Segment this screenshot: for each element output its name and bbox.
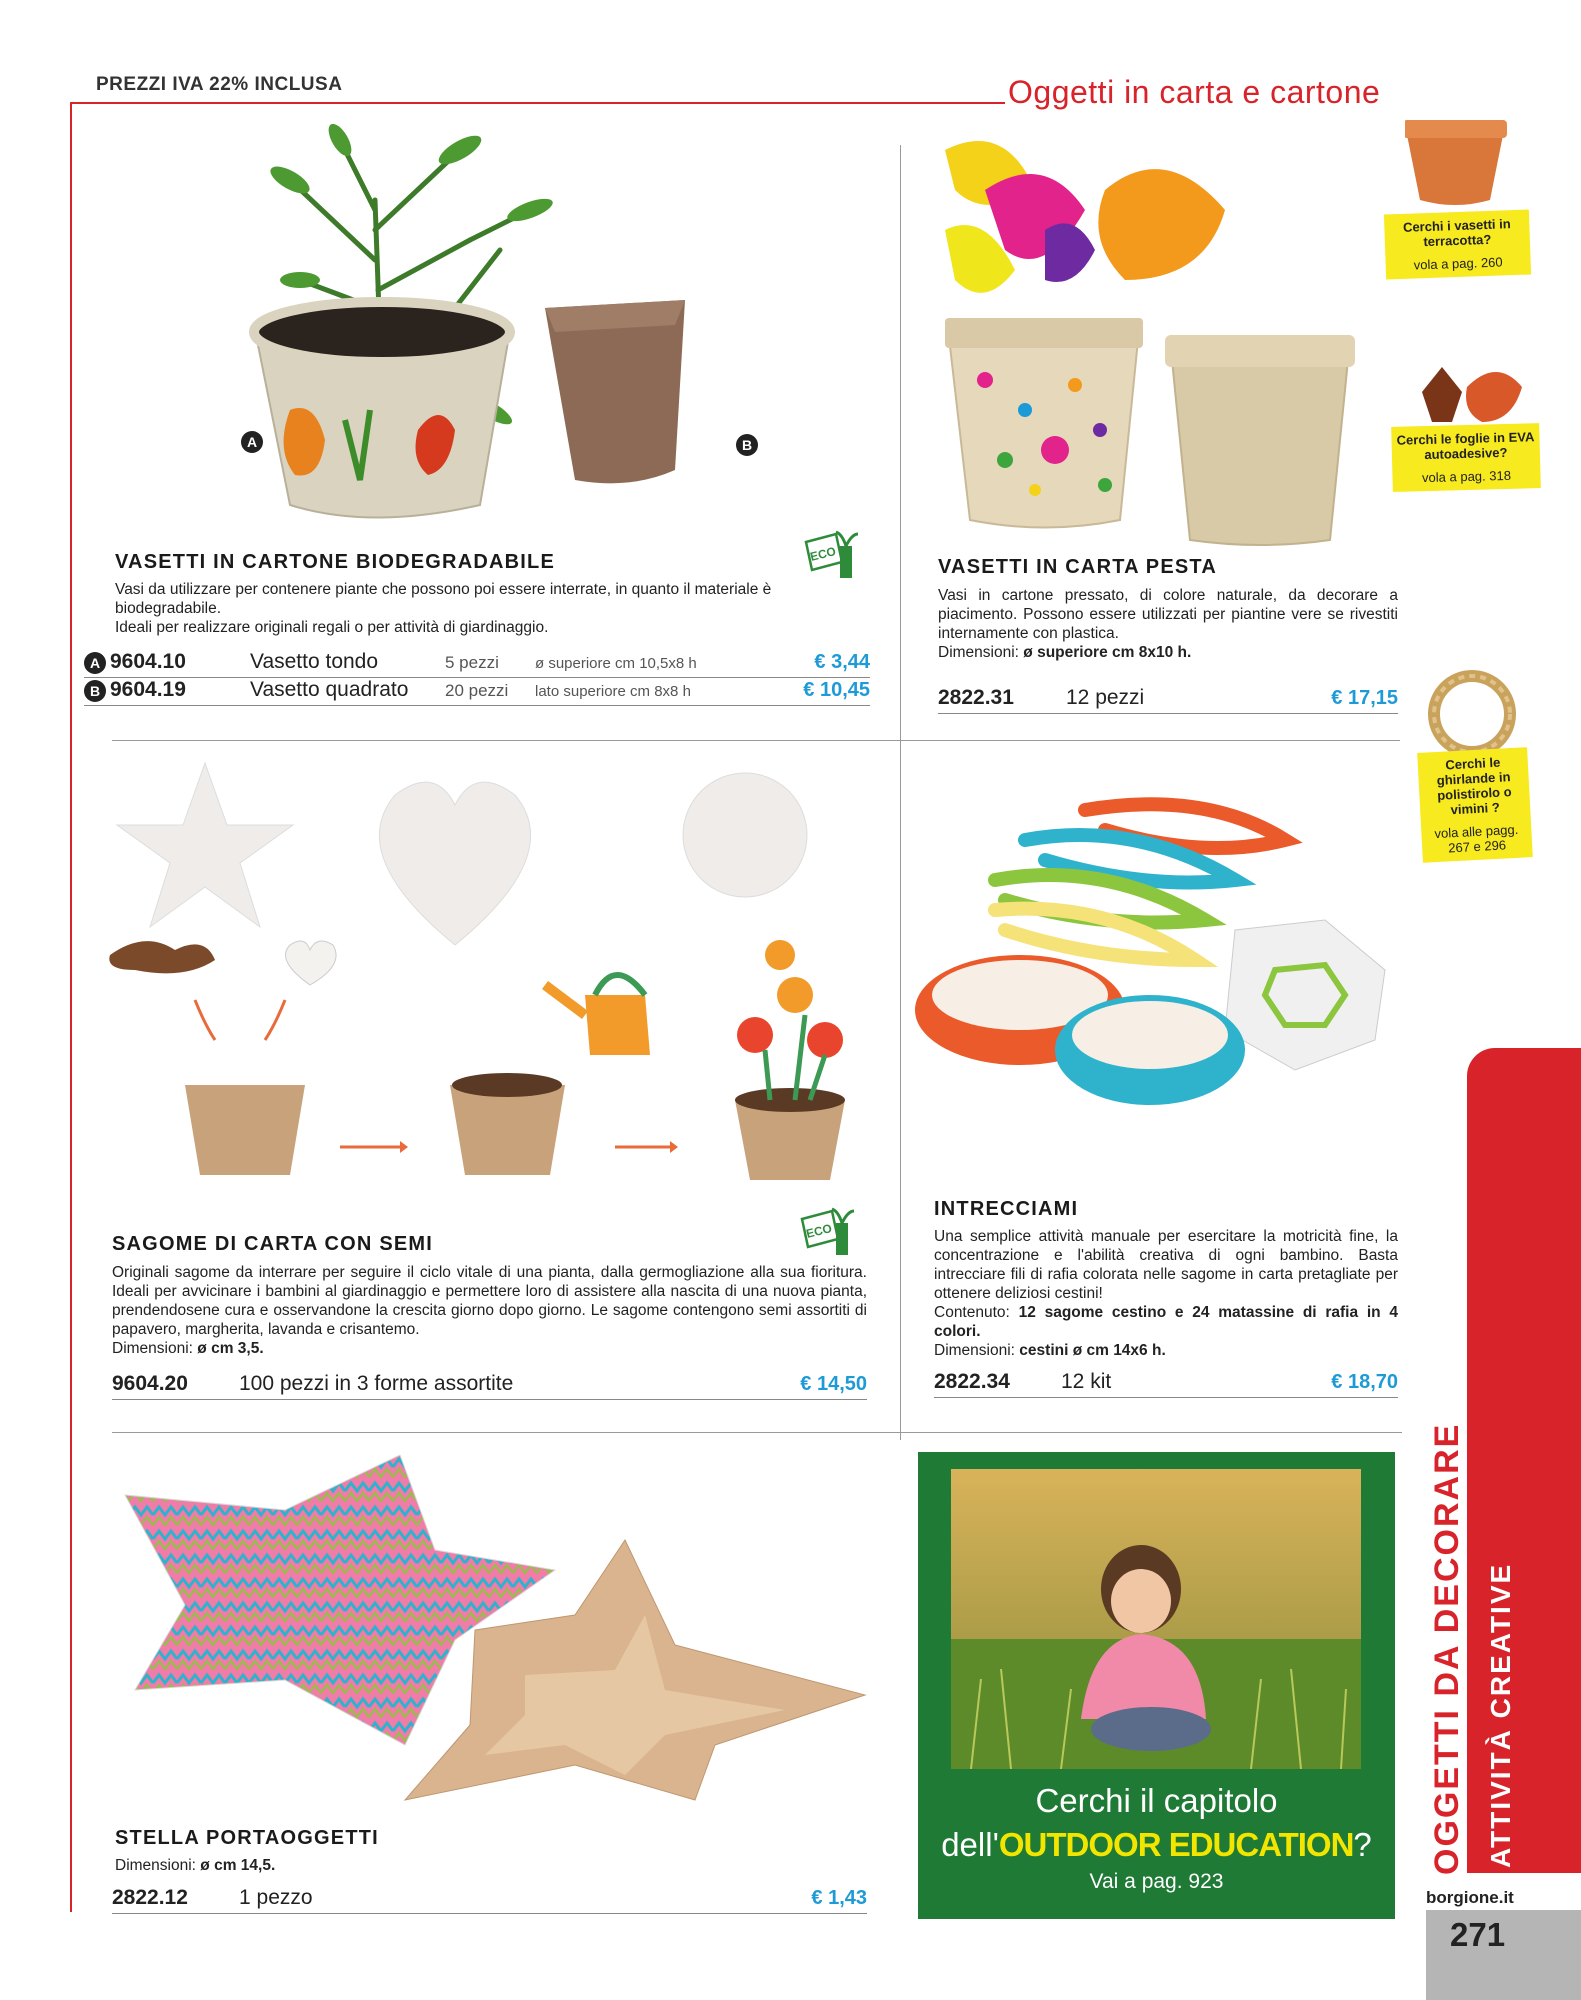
table-row [84, 678, 870, 706]
product-code: 9604.20 [112, 1372, 188, 1395]
row-divider [112, 740, 900, 741]
product-title: SAGOME DI CARTA CON SEMI [112, 1233, 434, 1255]
product-description: Dimensioni: ø cm 14,5. [115, 1857, 276, 1874]
price: € 18,70 [1331, 1371, 1398, 1393]
product-description: Vasi in cartone pressato, di colore naturale, da decorare a piacimento. Possono essere utilizzati per piantine vere se rivestiti internamente con plastica. Dimensioni: ø superiore cm 8x10 h. [938, 587, 1398, 661]
quantity: 12 pezzi [1066, 686, 1145, 709]
product-title: VASETTI IN CARTONE BIODEGRADABILE [115, 551, 555, 573]
svg-text:ECO: ECO [808, 544, 838, 564]
star-tray-image [105, 1455, 875, 1815]
child-in-meadow-photo [951, 1469, 1361, 1769]
product-description: Una semplice attività manuale per esercitare la motricità fine, la concentrazione e l'abilità creativa di ogni bambino. Basta intrecciare fili di rafia colorata nelle sagome in carta pretagliate per ottenere deliziosi cestini! Contenuto: 12 sagome cestino e 24 matassine di rafia in 4 colori. Dimensioni: cestini ø cm 14x6 h. [934, 1228, 1398, 1359]
table-row [938, 686, 1398, 714]
table-row [934, 1370, 1398, 1398]
product-code: 9604.19 [110, 678, 186, 701]
quantity: 20 pezzi [445, 681, 509, 700]
row-divider [900, 740, 1400, 741]
quantity: 12 kit [1061, 1370, 1112, 1393]
dimensions: ø superiore cm 10,5x8 h [535, 655, 697, 672]
eva-leaves-icon [1412, 362, 1527, 432]
quantity: 1 pezzo [239, 1886, 313, 1909]
eco-icon [802, 528, 858, 580]
variant-name: Vasetto tondo [250, 650, 379, 673]
price-table [938, 686, 1398, 714]
svg-text:ECO: ECO [804, 1221, 834, 1241]
price-table [84, 650, 870, 706]
terracotta-pot-icon [1405, 115, 1515, 205]
row-badge: B [84, 680, 106, 702]
price: € 10,45 [803, 679, 870, 701]
subcategory-label: ATTIVITÀ CREATIVE [1485, 1562, 1516, 1868]
cross-reference-note[interactable]: Cerchi i vasetti in terracotta? vola a pag. 260 [1384, 209, 1531, 279]
product-code: 2822.34 [934, 1370, 1010, 1393]
cardboard-pots-image [170, 110, 790, 530]
table-row [112, 1372, 867, 1400]
product-title: INTRECCIAMI [934, 1198, 1079, 1220]
badge-b: B [741, 437, 753, 453]
price: € 14,50 [800, 1373, 867, 1395]
vat-label: PREZZI IVA 22% INCLUSA [96, 74, 343, 95]
product-code: 9604.10 [110, 650, 186, 673]
outdoor-line-2: dell'OUTDOOR EDUCATION? [941, 1826, 1372, 1863]
eco-icon [798, 1205, 854, 1257]
price: € 17,15 [1331, 687, 1398, 709]
papier-mache-pots-image [925, 130, 1365, 550]
row-badge: A [84, 652, 106, 674]
price-table [112, 1886, 867, 1914]
column-divider [900, 145, 901, 1440]
outdoor-line-1: Cerchi il capitolo [1035, 1782, 1278, 1819]
seed-paper-shapes-image [105, 755, 875, 1185]
table-row [84, 650, 870, 678]
raffia-baskets-image [905, 780, 1405, 1120]
price-table [934, 1370, 1398, 1398]
cross-reference-note[interactable]: Cerchi le foglie in EVA autoadesive? vola a pag. 318 [1391, 423, 1541, 492]
product-code: 2822.12 [112, 1886, 188, 1909]
table-row [112, 1886, 867, 1914]
variant-name: Vasetto quadrato [250, 678, 409, 701]
header-rule [70, 102, 1005, 104]
row-divider [112, 1432, 1402, 1433]
price-table [112, 1372, 867, 1400]
price: € 3,44 [814, 651, 870, 673]
quantity: 100 pezzi in 3 forme assortite [239, 1372, 514, 1395]
cross-reference-note[interactable]: Cerchi le ghirlande in polistirolo o vimini ? vola alle pagg. 267 e 296 [1417, 747, 1533, 863]
section-title: Oggetti in carta e cartone [1008, 74, 1381, 110]
website-link[interactable]: borgione.it [1426, 1888, 1514, 1907]
product-description: Vasi da utilizzare per contenere piante che possono poi essere interrate, in quanto il materiale è biodegradabile. Ideali per realizzare originali regali o per attività di giardinaggio. [115, 581, 772, 636]
badge-a: A [246, 434, 258, 450]
outdoor-page-link[interactable]: Vai a pag. 923 [1089, 1870, 1224, 1893]
product-description: Originali sagome da interrare per seguire il ciclo vitale di una pianta, dalla germogliazione alla sua fioritura. Ideali per avvicinare i bambini al giardinaggio e permettere loro di assistere alla nascita di una nuova pianta, prendendosene cura e osservandone la crescita giorno dopo giorno. Le sagome contengono semi assortiti di papavero, margherita, lavanda e crisantemo. Dimensioni: ø cm 3,5. [112, 1264, 867, 1357]
product-code: 2822.31 [938, 686, 1014, 709]
page-number: 271 [1450, 1916, 1506, 1953]
price: € 1,43 [811, 1887, 867, 1909]
left-margin-rule [70, 102, 72, 1912]
category-label: OGGETTI DA DECORARE [1428, 1422, 1466, 1875]
product-title: STELLA PORTAOGGETTI [115, 1827, 379, 1849]
product-title: VASETTI IN CARTA PESTA [938, 556, 1217, 578]
dimensions: lato superiore cm 8x8 h [535, 683, 691, 700]
quantity: 5 pezzi [445, 653, 499, 672]
